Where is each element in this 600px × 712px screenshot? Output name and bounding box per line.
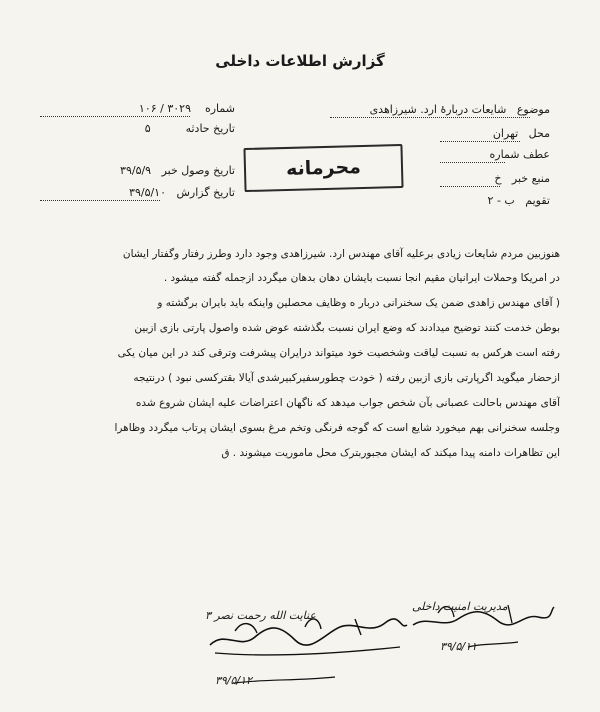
dotted-line <box>440 186 500 187</box>
dotted-line <box>40 200 160 201</box>
signature-left-text: عنایت الله رحمت نصر ۳ <box>205 609 316 622</box>
body-line: این تظاهرات دامنه پیدا میکند که ایشان مجبوربترک محل ماموریت میشوند . ق <box>221 447 560 459</box>
body-line: هنوزبین مردم شایعات زیادی برعلیه آقای مهندس ارد. شیرزاهدی وجود دارد وطرز رفتار وگفتار ایشان <box>122 248 560 260</box>
confidential-stamp <box>243 144 403 192</box>
field-incident-date <box>40 122 235 135</box>
dotted-line <box>40 116 190 117</box>
field-report-date-value: ۳۹/۵/۱۰ <box>129 186 166 199</box>
field-evaluation-label: تقویم <box>525 194 550 207</box>
field-report-date <box>40 186 235 199</box>
body-line: در امریکا وحملات ایرانیان مقیم انجا نسبت بایشان دهان بدهان میگردد ازجمله گفته میشود . <box>163 272 560 284</box>
field-received-date-label: تاریخ وصول خبر <box>161 164 235 177</box>
field-reference-label: عطف شماره <box>489 148 550 161</box>
field-subject-label: موضوع <box>516 103 550 116</box>
field-location-value: تهران <box>492 127 519 140</box>
field-subject-value: شایعات دربارهٔ ارد. شیرزاهدی <box>369 103 507 116</box>
field-number <box>40 102 235 115</box>
field-number-label: شماره <box>204 102 235 115</box>
field-incident-date-value: ۵ <box>144 122 151 135</box>
body-line: رفته است هرکس به نسبت لیاقت وشخصیت خود میتواند درایران پیشرفت وترقی کند در این میان یکی <box>117 347 560 359</box>
field-location-label: محل <box>528 127 550 140</box>
field-evaluation <box>488 194 550 207</box>
field-location <box>493 127 550 140</box>
report-title: گزارش اطلاعات داخلی <box>215 52 385 70</box>
body-line: بوطن خدمت کنند توضیح میدادند که وضع ایران نسبت بگذشته عوض شده واصول پارتی بازی ازبین <box>134 322 560 334</box>
field-received-date-value: ۳۹/۵/۹ <box>120 164 152 177</box>
signature-right-text: مدیریت امنیت داخلی <box>412 600 508 613</box>
signature-right-date: ۳۹/۵/۱۱ <box>440 640 477 653</box>
field-received-date <box>40 164 235 177</box>
field-number-value: ۳۰۲۹ / ۱۰۶ <box>138 102 191 115</box>
signature-left-date: ۳۹/۵/۱۲ <box>215 674 252 687</box>
field-evaluation-value: ب - ۲ <box>487 194 515 207</box>
dotted-line <box>440 162 505 163</box>
field-subject <box>370 103 550 116</box>
field-reference <box>490 148 550 161</box>
field-source-label: منبع خبر <box>511 172 550 185</box>
dotted-line <box>440 141 520 142</box>
dotted-line <box>330 117 530 118</box>
field-source <box>494 172 550 185</box>
stamp-text: محرمانه <box>285 156 362 180</box>
field-incident-date-label: تاریخ حادثه <box>185 122 235 135</box>
field-source-value: خ <box>494 172 502 185</box>
field-report-date-label: تاریخ گزارش <box>176 186 235 199</box>
body-line: ( آقای مهندس زاهدی ضمن یک سخنرانی دربار ه وظایف محصلین واینکه باید بایران برگشته و <box>157 297 560 309</box>
body-line: آقای مهندس باحالت عصبانی بآن شخص جواب میدهد که ناگهان اعتراضات علیه ایشان شروع شده <box>135 397 560 409</box>
body-line: وجلسه سخنرانی بهم میخورد شایع است که گوجه فرنگی وتخم مرغ بسوی ایشان پرتاب میگردد وظاهرا <box>114 422 560 434</box>
body-line: ازحضار میگوید اگرپارتی بازی ازبین رفته ( خودت چطورسفیرکبیرشدی آیالا بقترکسی نبود ) درنتیجه <box>133 372 560 384</box>
